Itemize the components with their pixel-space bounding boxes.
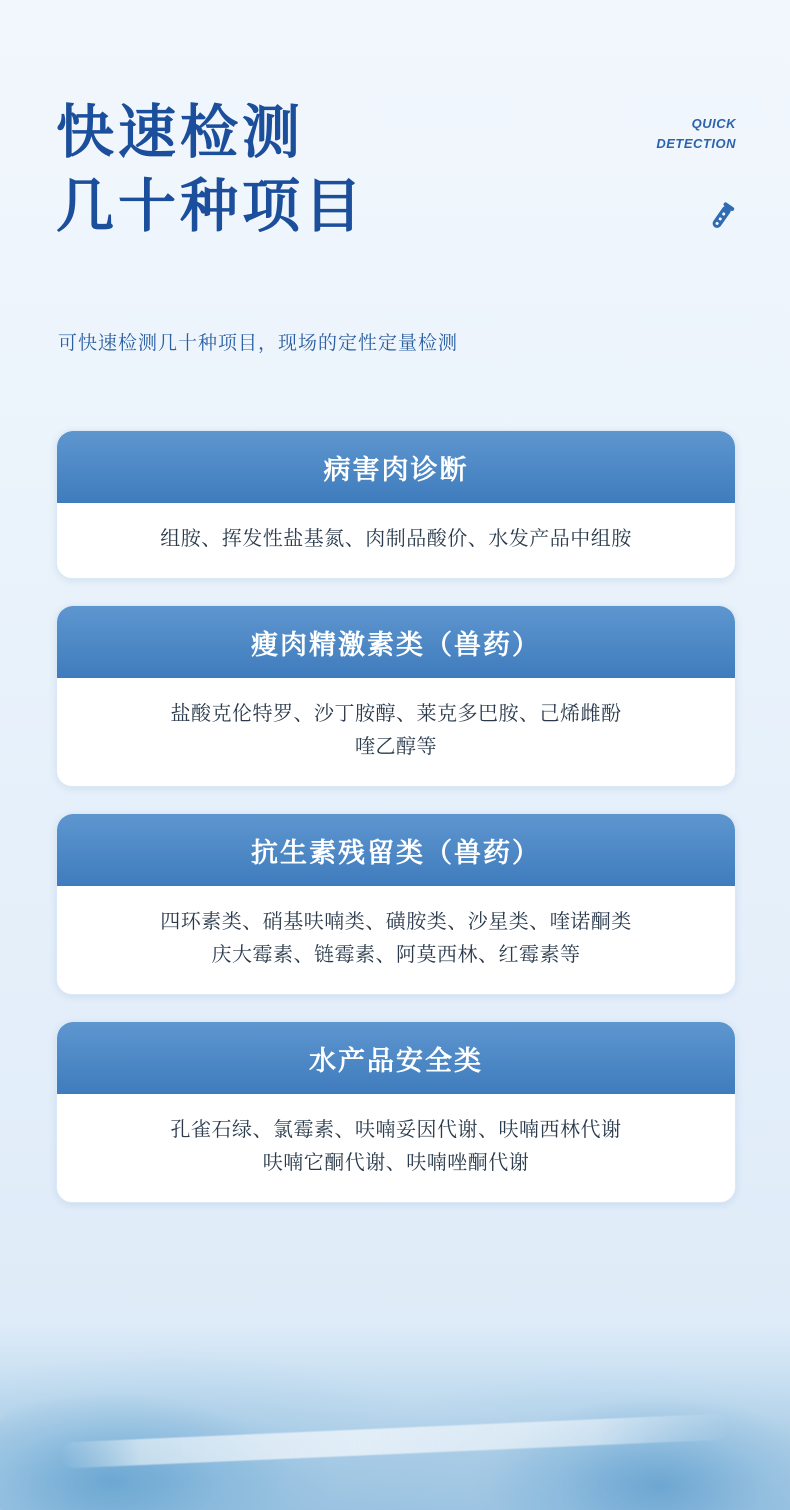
header-corner <box>626 114 736 233</box>
category-card-title: 瘦肉精激素类（兽药） <box>57 606 735 678</box>
category-card-title: 抗生素残留类（兽药） <box>57 814 735 886</box>
category-card-title: 水产品安全类 <box>57 1022 735 1094</box>
category-card-line: 四环素类、硝基呋喃类、磺胺类、沙星类、喹诺酮类 <box>160 911 632 933</box>
category-card-line: 组胺、挥发性盐基氮、肉制品酸价、水发产品中组胺 <box>160 528 632 550</box>
category-card <box>56 605 736 787</box>
category-card <box>56 1021 736 1203</box>
category-card-line: 孔雀石绿、氯霉素、呋喃妥因代谢、呋喃西林代谢 <box>170 1119 622 1141</box>
page-title-line-2: 几十种项目 <box>56 171 367 240</box>
background-photo-band <box>0 1320 790 1510</box>
category-card-body <box>57 1094 735 1202</box>
category-card-body <box>57 886 735 994</box>
category-card-body <box>57 503 735 578</box>
page-subtitle: 可快速检测几十种项目，现场的定性定量检测 <box>58 333 459 354</box>
corner-english-line-2: DETECTION <box>656 135 736 151</box>
corner-english-line-1: QUICK <box>691 116 736 131</box>
category-card <box>56 430 736 579</box>
test-tube-icon <box>706 201 736 233</box>
page-title-line-1: 快速检测 <box>56 98 305 166</box>
category-card-body <box>57 678 735 786</box>
category-card-line: 盐酸克伦特罗、沙丁胺醇、莱克多巴胺、己烯雌酚 <box>170 703 622 725</box>
category-card-line: 庆大霉素、链霉素、阿莫西林、红霉素等 <box>211 944 581 966</box>
photo-glove-left <box>0 1372 320 1510</box>
header <box>56 96 736 243</box>
category-card-list <box>56 430 736 1229</box>
category-card-line: 喹乙醇等 <box>355 736 437 758</box>
photo-glove-right <box>490 1376 790 1510</box>
category-card <box>56 813 736 995</box>
category-card-title: 病害肉诊断 <box>57 431 735 503</box>
category-card-line: 呋喃它酮代谢、呋喃唑酮代谢 <box>262 1152 530 1174</box>
